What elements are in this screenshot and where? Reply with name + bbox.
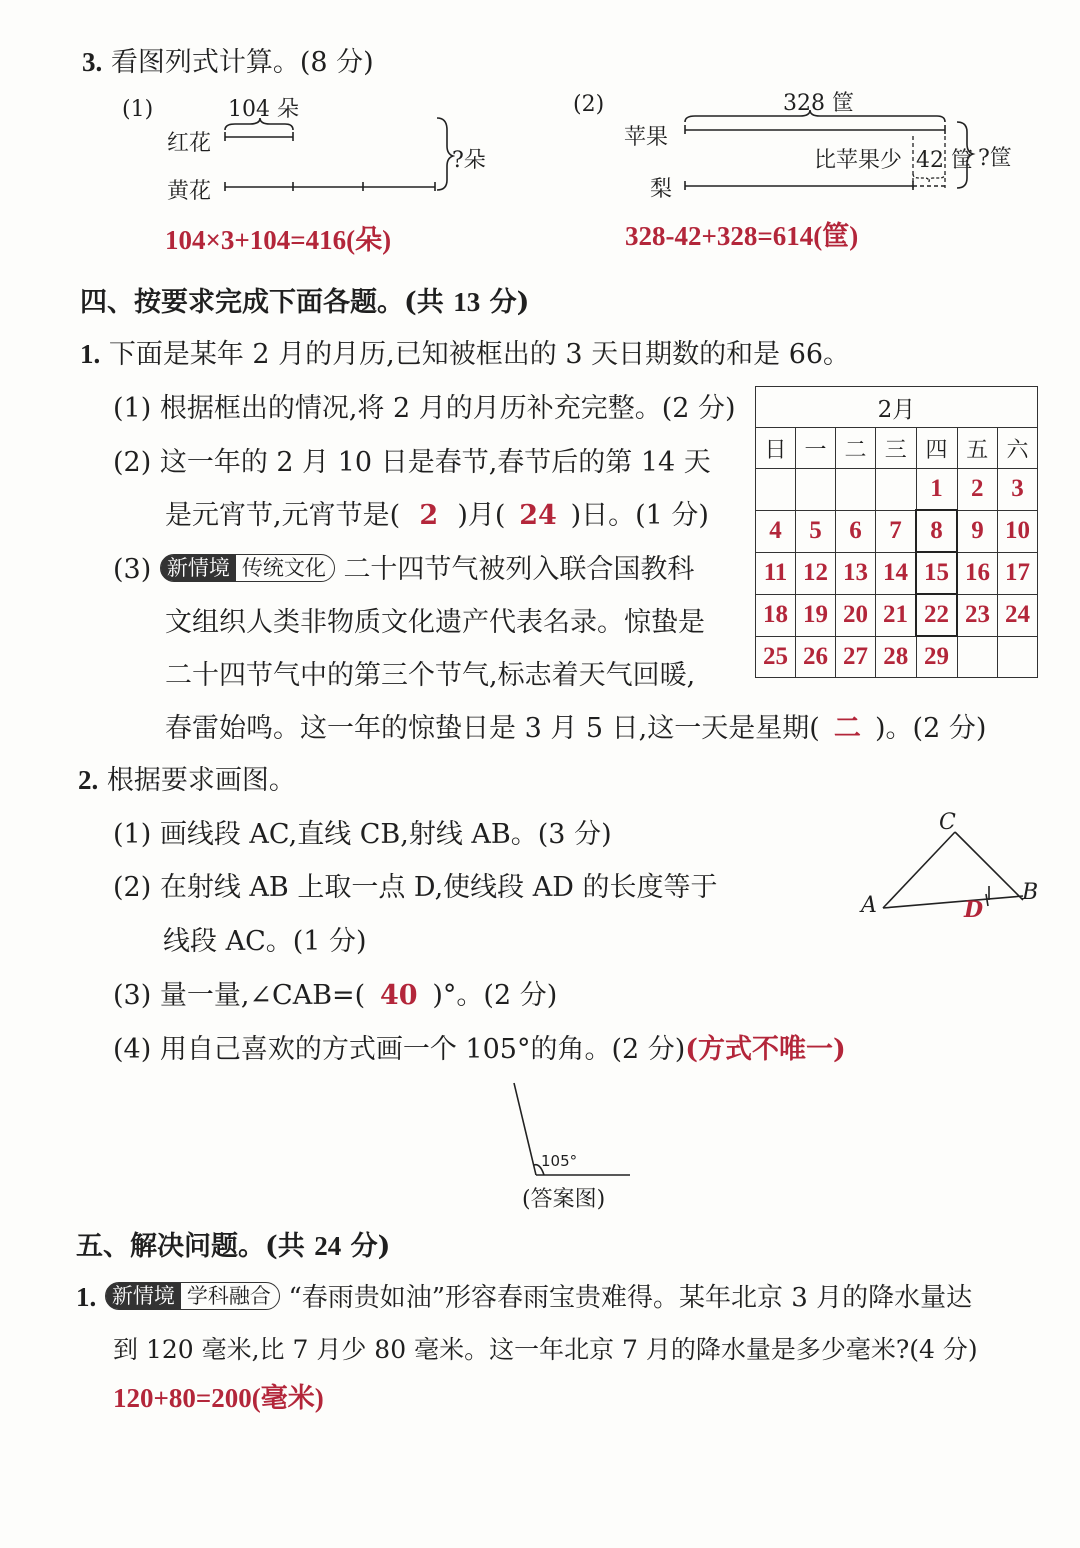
calendar-day <box>998 636 1038 678</box>
tag-new-context-culture <box>160 554 335 582</box>
ray-ab <box>883 896 1023 908</box>
sec5-q1-line1 <box>76 1277 972 1314</box>
calendar-day: 20 <box>836 594 876 636</box>
sec5-q1-number: 1. <box>76 1282 97 1312</box>
label-a: A <box>861 893 877 918</box>
segment-ac <box>883 832 955 908</box>
tag-light-text: 学科融合 <box>186 1284 271 1308</box>
point-d-tick <box>986 894 988 906</box>
angle-105-label: 105° <box>541 1152 578 1170</box>
q3-part1-diagram <box>215 110 455 200</box>
sec4-q2-sub2a: (2) 在射线 AB 上取一点 D,使线段 AD 的长度等于 <box>113 872 718 903</box>
sec4-q1-sub2b <box>165 493 709 532</box>
q3-part2-label: (2) <box>573 92 605 117</box>
q3-title: 看图列式计算。(8 分) <box>110 47 374 78</box>
calendar-day: 3 <box>998 469 1038 511</box>
angle-ray-1 <box>514 1083 536 1175</box>
sec4-title-post: 分) <box>480 287 530 318</box>
sec4-q2-sub3-post: )°。(2 分) <box>432 980 558 1011</box>
calendar-day <box>957 636 998 678</box>
calendar-day: 16 <box>957 552 998 594</box>
calendar-day: 4 <box>756 510 796 552</box>
calendar-day <box>756 469 796 511</box>
q3-part2-less-text: 比苹果少 <box>814 148 903 173</box>
weekday-header: 三 <box>876 428 917 469</box>
calendar-day <box>796 469 836 511</box>
q3-part1-top-label: 104 朵 <box>228 97 299 122</box>
q3-part1-row2: 黄花 <box>167 179 212 204</box>
q3-part2-top-label: 328 筐 <box>783 91 854 116</box>
sec4-q1-sub3 <box>113 547 694 586</box>
calendar-day: 12 <box>796 552 836 594</box>
q3-part2-top-brace <box>685 110 945 122</box>
sec4-q2-sub3-pre: (3) 量一量,∠CAB=( <box>113 980 366 1011</box>
calendar-day: 25 <box>756 636 796 678</box>
sec5-q1-text-1: “春雨贵如油”形容春雨宝贵难得。某年北京 3 月的降水量达 <box>288 1283 973 1313</box>
weekday-header: 四 <box>916 428 957 469</box>
calendar-day: 11 <box>756 552 796 594</box>
q3-part1-question: ?朵 <box>452 148 486 173</box>
sec4-q2-sub4 <box>113 1027 846 1066</box>
calendar-day-boxed: 8 <box>916 510 957 552</box>
q3-part1-row1: 红花 <box>167 131 212 156</box>
calendar-day: 27 <box>836 636 876 678</box>
sec5-q1-answer: 120+80=200(毫米) <box>113 1383 324 1413</box>
calendar-day: 19 <box>796 594 836 636</box>
calendar-title: 2月 <box>756 387 1038 428</box>
calendar-day: 14 <box>876 552 917 594</box>
calendar-day: 17 <box>998 552 1038 594</box>
sec4-q1-sub2b-post: )日。(1 分) <box>570 500 709 531</box>
sec4-q1-stem <box>80 332 850 371</box>
weekday-header: 一 <box>796 428 836 469</box>
label-b: B <box>1022 880 1039 905</box>
q3-part2-right-brace <box>957 122 973 188</box>
sec4-q1-sub3d <box>165 706 986 745</box>
tag-dark-text: 新情境 <box>106 1283 181 1309</box>
sec4-q2-sub3 <box>113 973 557 1012</box>
q3-heading <box>82 40 374 79</box>
calendar-day: 21 <box>876 594 917 636</box>
sec5-title-pre: 五、解决问题。(共 <box>76 1231 315 1262</box>
sec4-q1-answer-month: 2 <box>419 500 439 531</box>
answer-figure-caption: (答案图) <box>522 1187 606 1212</box>
q3-part2-answer: 328-42+328=614(筐) <box>625 221 859 251</box>
sec4-q1-sub3d-post: )。(2 分) <box>875 713 987 744</box>
sec4-q1-answer-day: 24 <box>519 500 557 531</box>
tag-new-context-interdisciplinary <box>105 1282 280 1310</box>
q3-part2-question: ?筐 <box>978 146 1012 171</box>
sec4-q1-sub3c: 二十四节气中的第三个节气,标志着天气回暖, <box>165 660 696 691</box>
sec4-q2-text: 根据要求画图。 <box>106 765 296 796</box>
calendar-day-boxed: 15 <box>916 552 957 594</box>
weekday-header: 六 <box>998 428 1038 469</box>
calendar-day: 7 <box>876 510 917 552</box>
calendar-day <box>836 469 876 511</box>
q3-part2-row1: 苹果 <box>624 125 669 150</box>
calendar-day: 9 <box>957 510 998 552</box>
calendar-day <box>876 469 917 511</box>
sec5-title-post: 分) <box>341 1231 391 1262</box>
label-d: D <box>964 897 984 923</box>
february-calendar <box>755 386 1038 678</box>
sec4-q1-sub3b: 文组织人类非物质文化遗产代表名录。惊蛰是 <box>165 607 705 638</box>
q3-part1-right-brace <box>437 118 453 190</box>
sec5-title-score: 24 <box>314 1231 342 1261</box>
calendar-day: 2 <box>957 469 998 511</box>
calendar-day: 10 <box>998 510 1038 552</box>
sec4-q2-sub4-pre: (4) 用自己喜欢的方式画一个 105°的角。(2 分) <box>113 1034 686 1065</box>
calendar-day: 1 <box>916 469 957 511</box>
calendar-day: 29 <box>916 636 957 678</box>
sec4-title-pre: 四、按要求完成下面各题。(共 <box>80 287 454 318</box>
sec4-q2-number: 2. <box>78 765 99 795</box>
sec4-q1-number: 1. <box>80 339 101 369</box>
sec4-q2-answer-angle: 40 <box>380 980 418 1011</box>
weekday-header: 日 <box>756 428 796 469</box>
sec4-q1-sub3d-pre: 春雷始鸣。这一年的惊蛰日是 3 月 5 日,这一天是星期( <box>165 713 820 744</box>
calendar-day: 6 <box>836 510 876 552</box>
label-c: C <box>939 810 956 835</box>
tag-dark-text: 新情境 <box>161 555 236 581</box>
calendar-day: 5 <box>796 510 836 552</box>
q3-number: 3. <box>82 47 103 77</box>
q3-part1-top-brace <box>225 118 293 130</box>
sec4-q1-sub3a: 二十四节气被列入联合国教科 <box>343 554 695 585</box>
q3-part2-diagram <box>675 108 980 198</box>
sec4-title <box>80 280 529 319</box>
calendar-day: 23 <box>957 594 998 636</box>
sec4-q1-sub2a: (2) 这一年的 2 月 10 日是春节,春节后的第 14 天 <box>113 447 711 478</box>
calendar-day: 13 <box>836 552 876 594</box>
weekday-header: 二 <box>836 428 876 469</box>
calendar-day: 26 <box>796 636 836 678</box>
weekday-header: 五 <box>957 428 998 469</box>
sec5-title <box>76 1224 390 1263</box>
sec4-q2-sub1: (1) 画线段 AC,直线 CB,射线 AB。(3 分) <box>113 819 612 850</box>
q3-part1-answer: 104×3+104=416(朵) <box>165 225 392 255</box>
calendar-day-boxed: 22 <box>916 594 957 636</box>
sec4-q1-sub2b-pre: 是元宵节,元宵节是( <box>165 500 401 531</box>
q3-part2-row2: 梨 <box>650 177 673 202</box>
sec4-q1-answer-weekday: 二 <box>833 713 861 744</box>
sec4-q1-sub2b-mid: )月( <box>457 500 506 531</box>
sec4-q2-stem <box>78 758 296 797</box>
calendar-day: 24 <box>998 594 1038 636</box>
sec4-q2-sub2b: 线段 AC。(1 分) <box>163 926 367 957</box>
sec4-q1-sub3-label: (3) <box>113 554 152 585</box>
calendar-day: 18 <box>756 594 796 636</box>
sec4-q2-sub4-answer: (方式不唯一) <box>685 1034 846 1065</box>
q3-part1-label: (1) <box>122 97 154 122</box>
q3-part2-less-value: 42 筐 <box>916 148 973 173</box>
sec5-q1-line2: 到 120 毫米,比 7 月少 80 毫米。这一年北京 7 月的降水量是多少毫米?(4 分) <box>113 1335 978 1364</box>
calendar-day: 28 <box>876 636 917 678</box>
sec4-title-score: 13 <box>453 287 481 317</box>
sec4-q1-text: 下面是某年 2 月的月历,已知被框出的 3 天日期数的和是 66。 <box>108 339 851 370</box>
sec4-q1-sub1: (1) 根据框出的情况,将 2 月的月历补充完整。(2 分) <box>113 393 736 424</box>
tag-light-text: 传统文化 <box>241 556 326 580</box>
